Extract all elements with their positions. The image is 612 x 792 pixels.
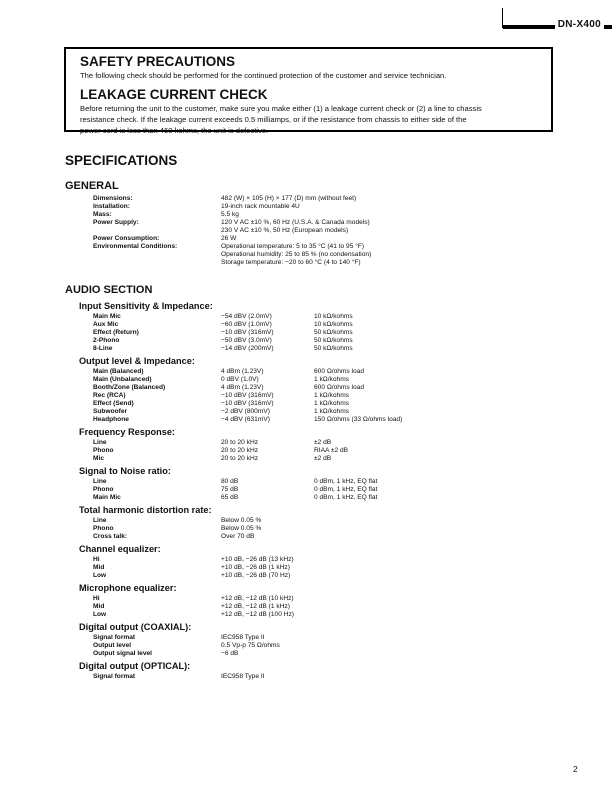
spec-value-secondary: 50 kΩ/kohms	[314, 329, 353, 336]
spec-row	[0, 455, 612, 463]
spec-row	[0, 595, 612, 603]
spec-value-secondary: 50 kΩ/kohms	[314, 337, 353, 344]
spec-row	[0, 243, 612, 251]
spec-label: Main (Balanced)	[93, 368, 144, 375]
spec-label: Cross talk:	[93, 533, 128, 540]
spec-value: 482 (W) × 105 (H) × 177 (D) mm (without feet)	[221, 195, 357, 202]
spec-value: 0.5 Vp-p 75 Ω/ohms	[221, 642, 280, 649]
spec-row	[0, 345, 612, 353]
spec-value: −50 dBV (3.0mV)	[221, 337, 272, 344]
spec-row	[0, 611, 612, 619]
spec-row	[0, 572, 612, 580]
spec-value: −60 dBV (1.0mV)	[221, 321, 272, 328]
spec-row	[0, 329, 612, 337]
spec-rows	[0, 595, 612, 619]
spec-row	[0, 368, 612, 376]
spec-value: −2 dBV (800mV)	[221, 408, 270, 415]
spec-label: Hi	[93, 595, 100, 602]
spec-label: Output level	[93, 642, 132, 649]
spec-label: Main Mic	[93, 494, 121, 501]
subsection-title: Microphone equalizer:	[79, 583, 177, 593]
spec-row	[0, 447, 612, 455]
spec-row	[0, 400, 612, 408]
safety-title: SAFETY PRECAUTIONS	[80, 54, 236, 69]
spec-label: Power Supply:	[93, 219, 139, 226]
spec-value: IEC958 Type II	[221, 634, 265, 641]
spec-row	[0, 251, 612, 259]
spec-row	[0, 556, 612, 564]
spec-value: 0 dBV (1.0V)	[221, 376, 259, 383]
spec-row	[0, 642, 612, 650]
spec-value: 5.5 kg	[221, 211, 239, 218]
spec-value: −4 dBV (631mV)	[221, 416, 270, 423]
spec-row	[0, 321, 612, 329]
spec-value: +10 dB, −26 dB (1 kHz)	[221, 564, 290, 571]
spec-value: 4 dBm (1.23V)	[221, 368, 264, 375]
spec-value-secondary: 10 kΩ/kohms	[314, 321, 353, 328]
subsection-title: Digital output (COAXIAL):	[79, 622, 192, 632]
section-title-audio: AUDIO SECTION	[65, 284, 153, 296]
spec-label: Line	[93, 517, 107, 524]
spec-value: Operational temperature: 5 to 35 °C (41 to 95 °F)	[221, 243, 365, 250]
spec-value-secondary: 1 kΩ/kohms	[314, 392, 349, 399]
spec-rows	[0, 634, 612, 658]
spec-row	[0, 603, 612, 611]
spec-rows	[0, 673, 612, 681]
spec-label: Mid	[93, 564, 105, 571]
spec-value-secondary: RIAA ±2 dB	[314, 447, 349, 454]
spec-value: −6 dB	[221, 650, 239, 657]
spec-value: −10 dBV (316mV)	[221, 400, 274, 407]
spec-label: Low	[93, 611, 107, 618]
spec-value-secondary: ±2 dB	[314, 439, 332, 446]
spec-row	[0, 525, 612, 533]
spec-label: Phono	[93, 525, 114, 532]
spec-value: 20 to 20 kHz	[221, 455, 259, 462]
header-badge	[502, 8, 612, 28]
subsection-title: Total harmonic distortion rate:	[79, 505, 212, 515]
spec-value: 120 V AC ±10 %, 60 Hz (U.S.A. & Canada models)	[221, 219, 370, 226]
spec-row	[0, 494, 612, 502]
spec-label: 2-Phono	[93, 337, 120, 344]
subsection-title: Channel equalizer:	[79, 544, 161, 554]
spec-value: Operational humidity: 25 to 85 % (no condensation)	[221, 251, 372, 258]
spec-value-secondary: 600 Ω/ohms load	[314, 368, 365, 375]
spec-label: Main (Unbalanced)	[93, 376, 152, 383]
spec-value: Below 0.05 %	[221, 517, 262, 524]
spec-value-secondary: 1 kΩ/kohms	[314, 408, 349, 415]
spec-value: 65 dB	[221, 494, 239, 501]
spec-value-secondary: 0 dBm, 1 kHz, EQ flat	[314, 494, 378, 501]
spec-label: Output signal level	[93, 650, 152, 657]
spec-value: 20 to 20 kHz	[221, 439, 259, 446]
spec-label: Phono	[93, 447, 114, 454]
spec-row	[0, 478, 612, 486]
leakage-title: LEAKAGE CURRENT CHECK	[80, 87, 268, 102]
spec-value: +10 dB, −26 dB (70 Hz)	[221, 572, 291, 579]
spec-rows	[0, 517, 612, 541]
leakage-line: power cord is less than 460 kohms, the unit is defective.	[80, 126, 269, 135]
subsection-title: Output level & Impedance:	[79, 356, 195, 366]
spec-value-secondary: 10 kΩ/kohms	[314, 313, 353, 320]
spec-label: Headphone	[93, 416, 129, 423]
spec-value-secondary: 1 kΩ/kohms	[314, 400, 349, 407]
page-number: 2	[573, 764, 578, 774]
spec-value: −10 dBV (316mV)	[221, 392, 274, 399]
model-name: DN-X400	[555, 19, 604, 30]
spec-value: +12 dB, −12 dB (10 kHz)	[221, 595, 294, 602]
spec-value: −54 dBV (2.0mV)	[221, 313, 272, 320]
spec-value-secondary: 150 Ω/ohms (33 Ω/ohms load)	[314, 416, 403, 423]
spec-label: Main Mic	[93, 313, 121, 320]
spec-row	[0, 533, 612, 541]
spec-rows	[0, 556, 612, 580]
subsection-title: Signal to Noise ratio:	[79, 466, 171, 476]
safety-precautions-box	[64, 47, 553, 135]
spec-label: Mass:	[93, 211, 112, 218]
spec-row	[0, 416, 612, 424]
spec-value-secondary: 600 Ω/ohms load	[314, 384, 365, 391]
specifications-title: SPECIFICATIONS	[65, 153, 178, 168]
subsection-title: Frequency Response:	[79, 427, 175, 437]
safety-text: The following check should be performed for the continued protection of the customer and service technician.	[80, 71, 447, 80]
spec-row	[0, 384, 612, 392]
spec-value-secondary: 0 dBm, 1 kHz, EQ flat	[314, 486, 378, 493]
spec-label: Booth/Zone (Balanced)	[93, 384, 166, 391]
spec-value: Over 70 dB	[221, 533, 255, 540]
spec-row	[0, 439, 612, 447]
spec-value: 230 V AC ±10 %, 50 Hz (European models)	[221, 227, 349, 234]
spec-label: Subwoofer	[93, 408, 128, 415]
spec-row	[0, 408, 612, 416]
spec-rows	[0, 368, 612, 424]
spec-value-secondary: ±2 dB	[314, 455, 332, 462]
spec-label: Signal format	[93, 673, 136, 680]
spec-label: Mid	[93, 603, 105, 610]
spec-row	[0, 211, 612, 219]
spec-row	[0, 203, 612, 211]
spec-row	[0, 259, 612, 267]
spec-value: 80 dB	[221, 478, 239, 485]
spec-value: 26 W	[221, 235, 237, 242]
spec-value: Storage temperature: −20 to 60 °C (4 to 140 °F)	[221, 259, 361, 266]
spec-label: Phono	[93, 486, 114, 493]
spec-row	[0, 634, 612, 642]
spec-label: Hi	[93, 556, 100, 563]
spec-value-secondary: 1 kΩ/kohms	[314, 376, 349, 383]
spec-label: Signal format	[93, 634, 136, 641]
spec-row	[0, 313, 612, 321]
spec-rows	[0, 195, 612, 267]
spec-label: Line	[93, 439, 107, 446]
spec-label: Line	[93, 478, 107, 485]
spec-value: +12 dB, −12 dB (1 kHz)	[221, 603, 290, 610]
spec-label: Effect (Send)	[93, 400, 134, 407]
spec-label: Aux Mic	[93, 321, 119, 328]
subsection-title: Input Sensitivity & Impedance:	[79, 301, 213, 311]
spec-rows	[0, 478, 612, 502]
spec-row	[0, 195, 612, 203]
spec-value: IEC958 Type II	[221, 673, 265, 680]
spec-row	[0, 673, 612, 681]
spec-label: Installation:	[93, 203, 130, 210]
spec-row	[0, 235, 612, 243]
spec-label: Environmental Conditions:	[93, 243, 178, 250]
spec-rows	[0, 439, 612, 463]
spec-rows	[0, 313, 612, 353]
spec-row	[0, 650, 612, 658]
spec-label: 8-Line	[93, 345, 113, 352]
spec-row	[0, 376, 612, 384]
spec-value: 20 to 20 kHz	[221, 447, 259, 454]
spec-row	[0, 517, 612, 525]
spec-row	[0, 219, 612, 227]
spec-label: Effect (Return)	[93, 329, 139, 336]
section-title-general: GENERAL	[65, 180, 119, 192]
spec-value-secondary: 50 kΩ/kohms	[314, 345, 353, 352]
subsection-title: Digital output (OPTICAL):	[79, 661, 191, 671]
spec-value: 19-inch rack mountable 4U	[221, 203, 300, 210]
spec-value: +12 dB, −12 dB (100 Hz)	[221, 611, 294, 618]
spec-value: +10 dB, −26 dB (13 kHz)	[221, 556, 294, 563]
spec-label: Dimensions:	[93, 195, 133, 202]
spec-value-secondary: 0 dBm, 1 kHz, EQ flat	[314, 478, 378, 485]
spec-row	[0, 337, 612, 345]
spec-label: Power Consumption:	[93, 235, 160, 242]
leakage-line: resistance check. If the leakage current exceeds 0.5 milliamps, or if the resistance from chassis to either side of the	[80, 115, 467, 124]
spec-value: −14 dBV (200mV)	[221, 345, 274, 352]
spec-row	[0, 227, 612, 235]
spec-value: 4 dBm (1.23V)	[221, 384, 264, 391]
leakage-line: Before returning the unit to the customer, make sure you make either (1) a leakage current check or (2) a line to chassis	[80, 104, 482, 113]
spec-label: Low	[93, 572, 107, 579]
spec-label: Rec (RCA)	[93, 392, 126, 399]
spec-row	[0, 486, 612, 494]
spec-value: Below 0.05 %	[221, 525, 262, 532]
spec-value: −10 dBV (316mV)	[221, 329, 274, 336]
spec-row	[0, 564, 612, 572]
spec-row	[0, 392, 612, 400]
spec-label: Mic	[93, 455, 104, 462]
spec-value: 75 dB	[221, 486, 239, 493]
